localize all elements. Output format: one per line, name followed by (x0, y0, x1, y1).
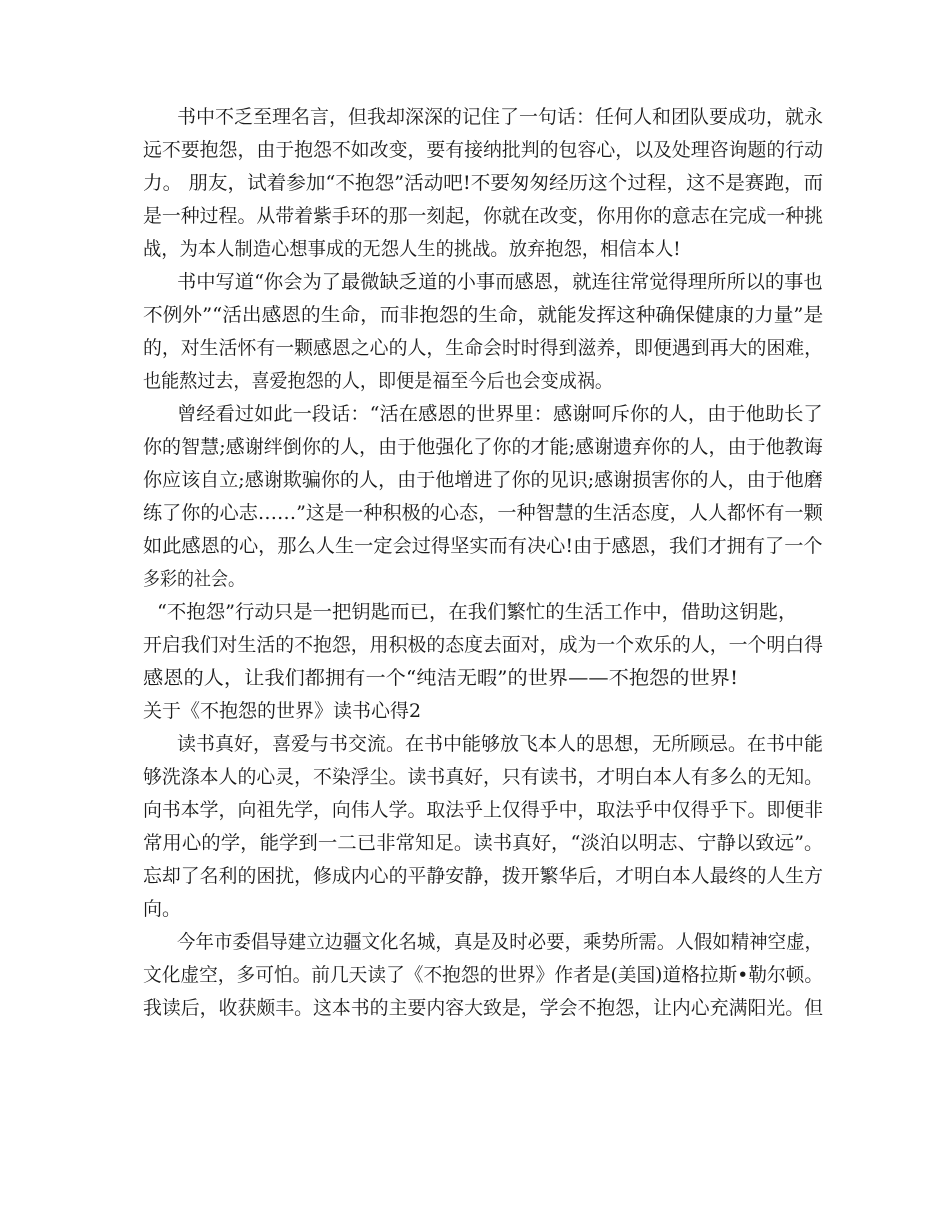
text-line: 常用心的学，能学到一二已非常知足。读书真好，“淡泊以明志、宁静以致远”。 (143, 832, 824, 854)
text-line: 如此感恩的心，那么人生一定会过得坚实而有决心!由于感恩，我们才拥有了一个 (143, 535, 823, 557)
text-line: 远不要抱怨，由于抱怨不如改变，要有接纳批判的包容心，以及处理咨询题的行动 (143, 139, 824, 161)
text-line: 战，为本人制造心想事成的无怨人生的挑战。放弃抱怨，相信本人! (143, 238, 681, 260)
text-line: 读书真好，喜爱与书交流。在书中能够放飞本人的思想，无所顾忌。在书中能 (177, 733, 824, 755)
text-line: 的，对生活怀有一颗感恩之心的人，生命会时时得到滋养，即便遇到再大的困难， (143, 337, 824, 359)
text-line: 曾经看过如此一段话：“活在感恩的世界里：感谢呵斥你的人，由于他助长了 (177, 403, 823, 425)
text-line: 多彩的社会。 (143, 568, 246, 590)
text-line: 书中不乏至理名言，但我却深深的记住了一句话：任何人和团队要成功，就永 (177, 106, 824, 128)
text-line: 是一种过程。从带着紫手环的那一刻起，你就在改变，你用你的意志在完成一种挑 (143, 205, 824, 227)
text-line: 练了你的心志……”这是一种积极的心态，一种智慧的生活态度，人人都怀有一颗 (143, 502, 823, 524)
text-line: 向。 (143, 898, 182, 920)
text-line: 开启我们对生活的不抱怨，用积极的态度去面对，成为一个欢乐的人，一个明白得 (143, 634, 824, 656)
text-line: 力。 朋友，试着参加“不抱怨”活动吧!不要匆匆经历这个过程，这不是赛跑，而 (143, 172, 824, 194)
text-line: 向书本学，向祖先学，向伟人学。取法乎上仅得乎中，取法乎中仅得乎下。即便非 (143, 799, 824, 821)
text-line: 你应该自立;感谢欺骗你的人，由于他增进了你的见识;感谢损害你的人，由于他磨 (143, 469, 823, 491)
text-line: 忘却了名利的困扰，修成内心的平静安静，拨开繁华后，才明白本人最终的人生方 (143, 865, 824, 887)
text-line: 我读后，收获颇丰。这本书的主要内容大致是，学会不抱怨，让内心充满阳光。但 (143, 997, 824, 1019)
text-line: 不例外”“活出感恩的生命，而非抱怨的生命，就能发挥这种确保健康的力量”是 (143, 304, 824, 326)
text-line: 你的智慧;感谢绊倒你的人，由于他强化了你的才能;感谢遗弃你的人，由于他教诲 (143, 436, 823, 458)
text-line: “不抱怨”行动只是一把钥匙而已，在我们繁忙的生活工作中，借助这钥匙， (157, 601, 798, 623)
text-line: 也能熬过去，喜爱抱怨的人，即便是福至今后也会变成祸。 (143, 370, 614, 392)
text-line: 感恩的人，让我们都拥有一个“纯洁无暇”的世界——不抱怨的世界! (143, 667, 739, 689)
section-heading: 关于《不抱怨的世界》读书心得2 (143, 700, 422, 722)
text-line: 今年市委倡导建立边疆文化名城，真是及时必要，乘势所需。人假如精神空虚， (177, 931, 823, 953)
text-line: 书中写道“你会为了最微缺乏道的小事而感恩，就连往常觉得理所所以的事也 (177, 271, 823, 293)
text-line: 文化虚空，多可怕。前几天读了《不抱怨的世界》作者是(美国)道格拉斯•勒尔顿。 (143, 964, 824, 986)
text-line: 够洗涤本人的心灵，不染浮尘。读书真好，只有读书，才明白本人有多么的无知。 (143, 766, 824, 788)
